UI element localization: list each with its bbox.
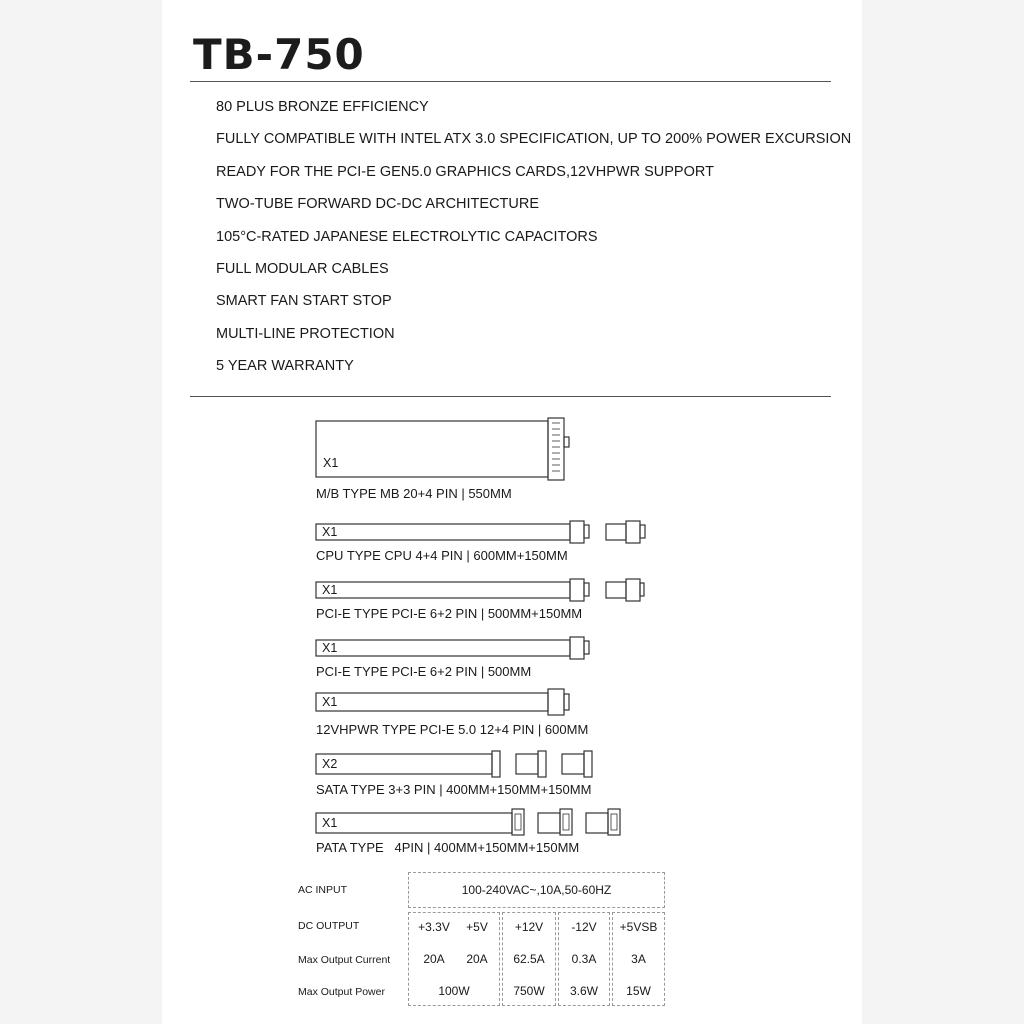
cable-name: PCI-E TYPE PCI-E 6+2 PIN | 500MM+150MM <box>316 606 583 621</box>
max-power-label: Max Output Power <box>298 986 385 998</box>
feature-item: SMART FAN START STOP <box>216 293 392 310</box>
pcie-cable-drawing <box>316 637 589 659</box>
power-value: 3.6W <box>569 984 598 998</box>
pata-cable-drawing <box>316 809 620 835</box>
cable-qty: X1 <box>322 525 338 539</box>
cable-name: PCI-E TYPE PCI-E 6+2 PIN | 500MM <box>316 664 532 679</box>
current-value: 0.3A <box>571 952 597 966</box>
12vhpwr-cable-drawing <box>316 689 569 715</box>
feature-item: 105°C-RATED JAPANESE ELECTROLYTIC CAPACITORS <box>216 228 598 245</box>
cable-name: M/B TYPE MB 20+4 PIN | 550MM <box>316 486 512 501</box>
feature-item: 5 YEAR WARRANTY <box>216 358 354 375</box>
feature-item: FULL MODULAR CABLES <box>216 260 389 277</box>
feature-item: FULLY COMPATIBLE WITH INTEL ATX 3.0 SPECIFICATION, UP TO 200% POWER EXCURSION <box>216 131 852 148</box>
feature-item: READY FOR THE PCI-E GEN5.0 GRAPHICS CARDS,12VHPWR SUPPORT <box>216 163 714 180</box>
dc-output-label: DC OUTPUT <box>298 920 360 932</box>
max-current-label: Max Output Current <box>298 954 391 966</box>
current-value: 20A <box>466 952 488 966</box>
rail-label: +3.3V <box>418 920 450 934</box>
product-title: TB-750 <box>193 30 365 79</box>
rail-label: -12V <box>571 920 597 934</box>
ac-input-label: AC INPUT <box>298 884 348 896</box>
cable-qty: X1 <box>322 641 338 655</box>
cable-name: SATA TYPE 3+3 PIN | 400MM+150MM+150MM <box>316 782 592 797</box>
rail-label: +5V <box>466 920 488 934</box>
cable-name: CPU TYPE CPU 4+4 PIN | 600MM+150MM <box>316 548 568 563</box>
rail-label: +12V <box>514 920 544 934</box>
power-value: 15W <box>626 984 651 998</box>
ac-input-value: 100-240VAC~,10A,50-60HZ <box>461 883 612 897</box>
cable-qty: X1 <box>323 456 339 470</box>
power-value: 750W <box>513 984 545 998</box>
mb-cable-drawing <box>316 418 569 480</box>
cable-qty: X1 <box>322 583 338 597</box>
cable-qty: X1 <box>322 816 338 830</box>
cable-qty: X1 <box>322 695 338 709</box>
current-value: 20A <box>423 952 445 966</box>
feature-item: 80 PLUS BRONZE EFFICIENCY <box>216 99 429 115</box>
current-value: 3A <box>631 952 646 966</box>
cpu-cable-drawing <box>316 521 645 543</box>
rail-label: +5VSB <box>619 920 658 934</box>
power-value: 100W <box>438 984 470 998</box>
pcie-pigtail-cable-drawing <box>316 579 644 601</box>
current-value: 62.5A <box>513 952 545 966</box>
cable-name: PATA TYPE 4PIN | 400MM+150MM+150MM <box>316 840 580 855</box>
cable-qty: X2 <box>322 757 338 771</box>
sata-cable-drawing <box>316 751 592 777</box>
feature-item: MULTI-LINE PROTECTION <box>216 325 395 342</box>
feature-item: TWO-TUBE FORWARD DC-DC ARCHITECTURE <box>216 196 540 213</box>
cable-name: 12VHPWR TYPE PCI-E 5.0 12+4 PIN | 600MM <box>316 722 589 737</box>
